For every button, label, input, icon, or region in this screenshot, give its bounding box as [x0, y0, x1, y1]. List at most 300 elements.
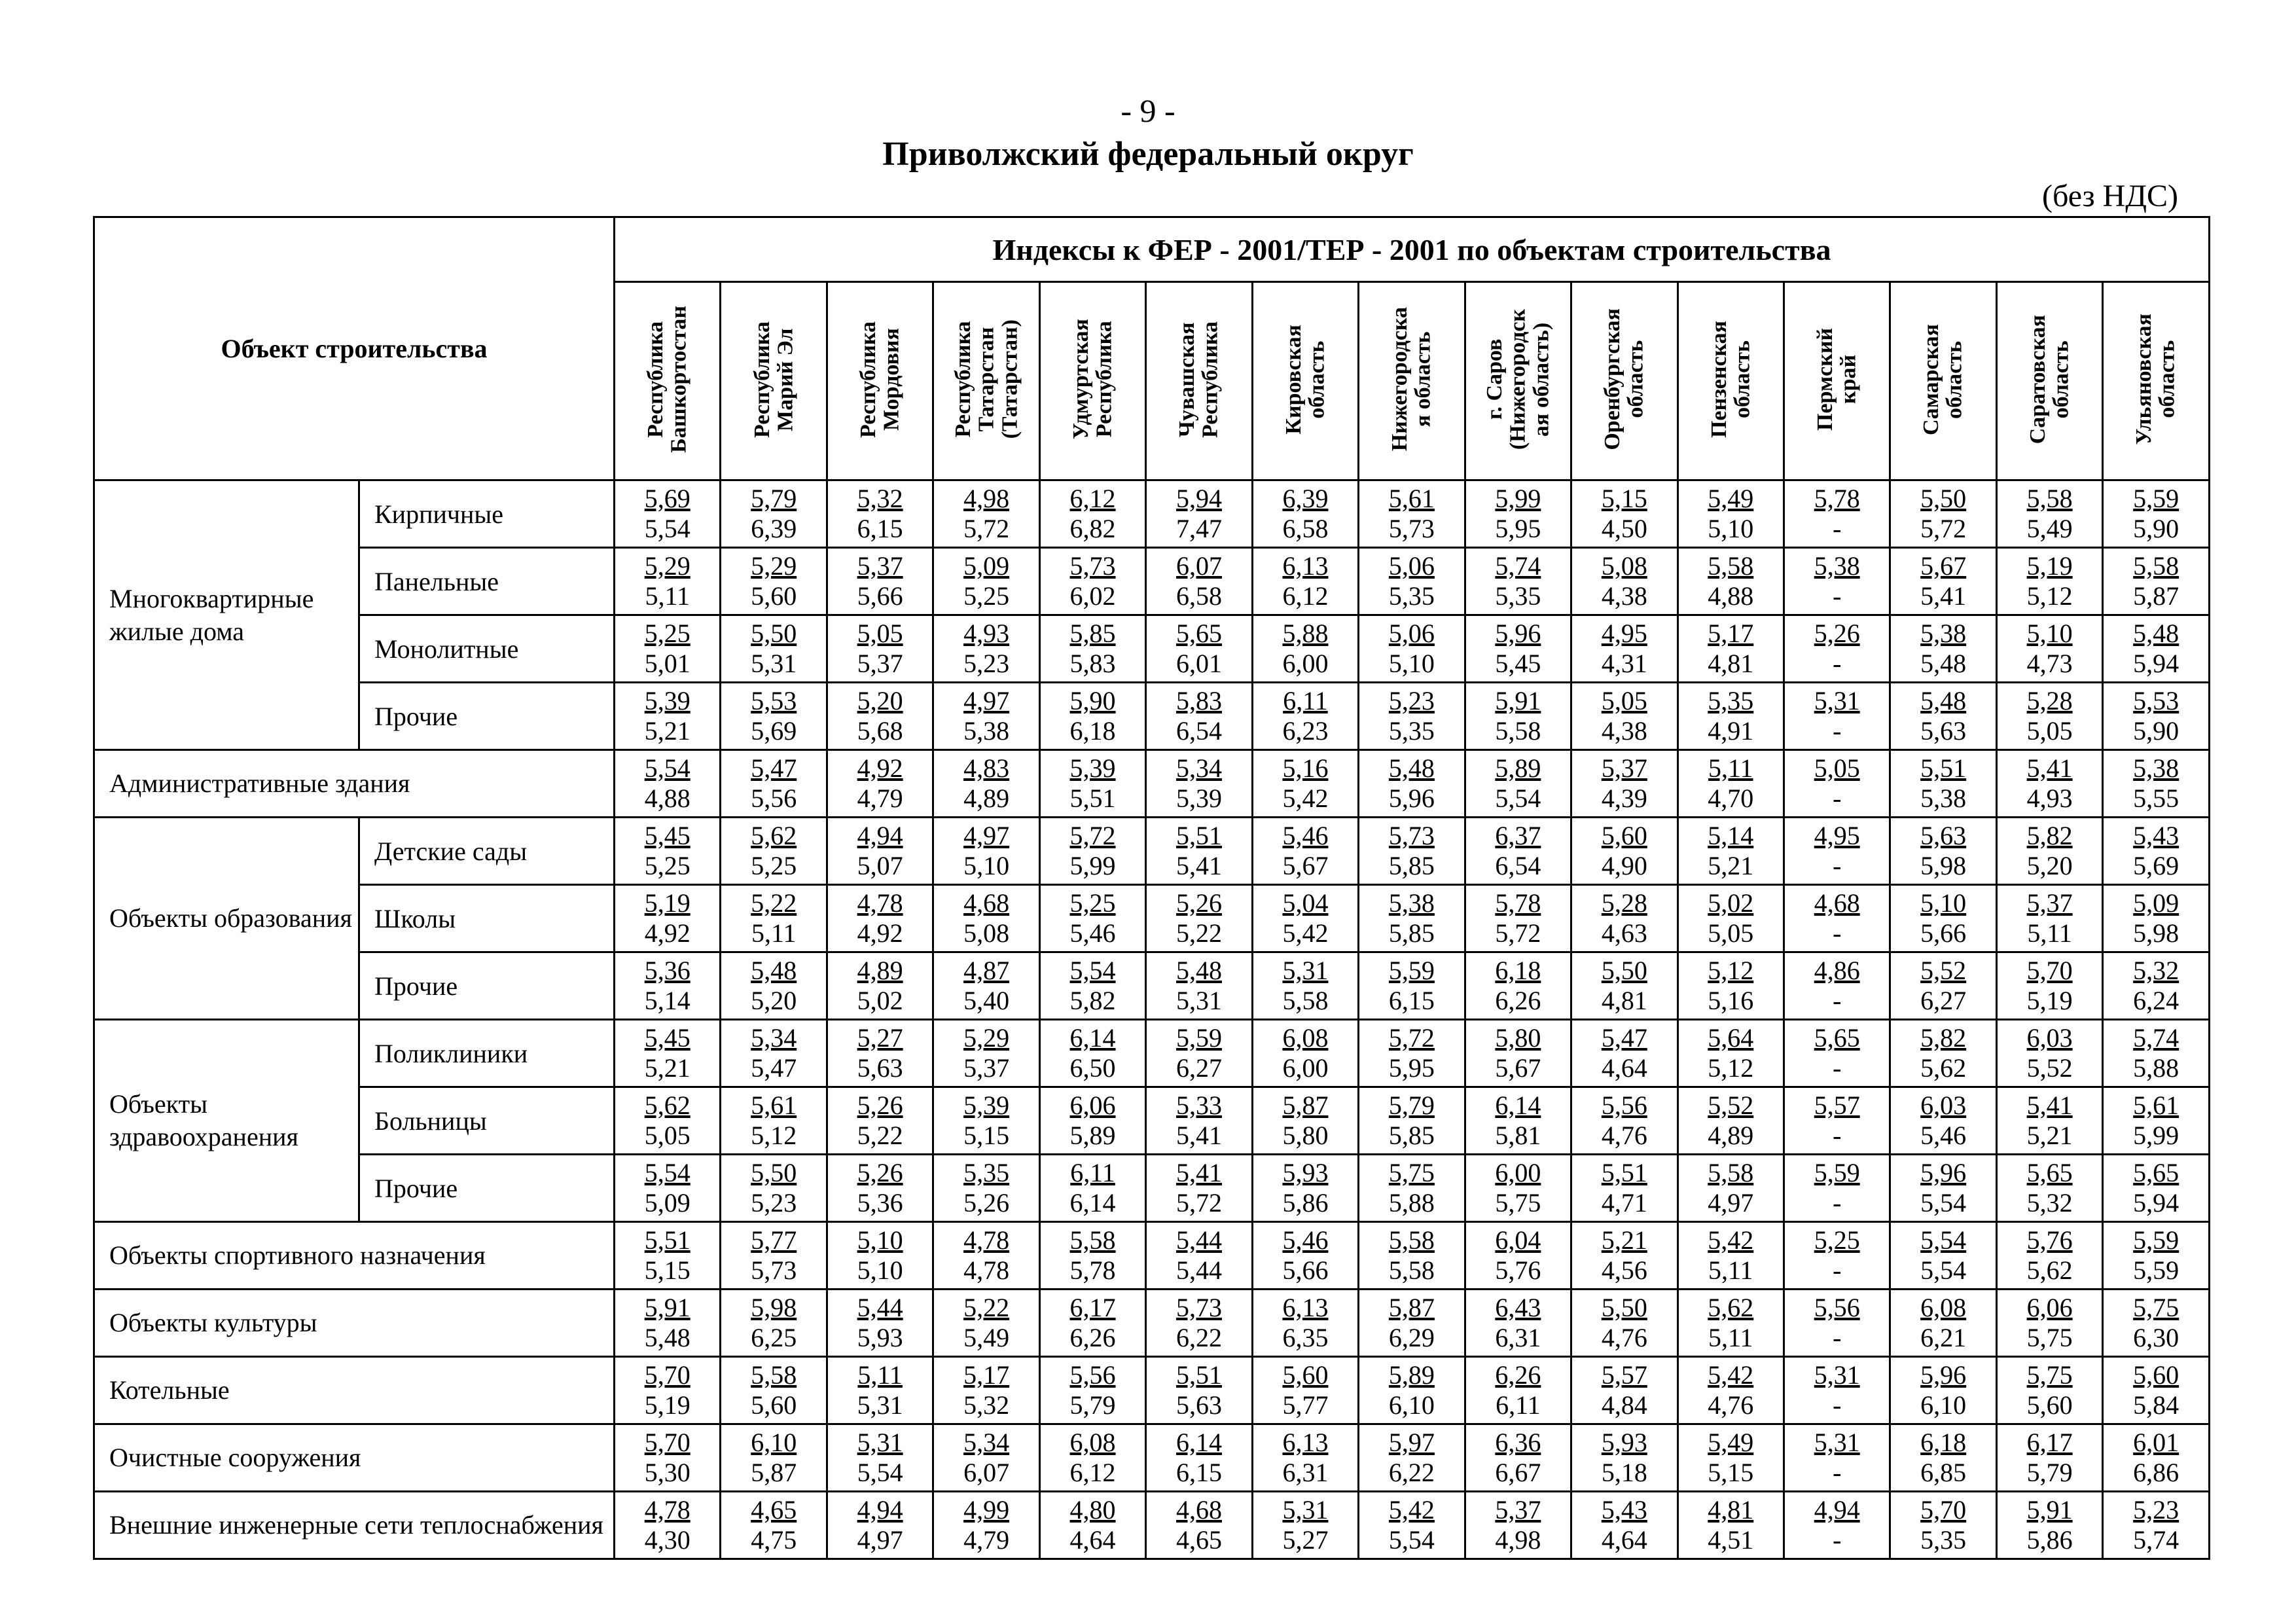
- ter-index-value: 4,38: [1601, 716, 1647, 746]
- fer-index-value: 6,36: [1495, 1428, 1541, 1457]
- ter-index-value: 5,99: [2133, 1121, 2179, 1150]
- fer-index-value: 5,65: [1814, 1023, 1860, 1053]
- value-cell: [2103, 1357, 2210, 1424]
- value-cell: [1359, 1020, 1465, 1087]
- fer-index-value: 5,22: [751, 888, 797, 918]
- value-cell: [615, 683, 721, 750]
- fer-index-value: 6,43: [1495, 1293, 1541, 1322]
- value-cell: [1359, 480, 1465, 548]
- ter-index-value: 4,51: [1708, 1525, 1754, 1555]
- ter-index-value: 5,26: [963, 1188, 1010, 1218]
- fer-index-value: 5,10: [857, 1225, 903, 1255]
- value-cell: [1784, 1290, 1890, 1357]
- value-cell: [1039, 1492, 1145, 1559]
- value-cell: [1252, 952, 1358, 1020]
- value-cell: [721, 952, 827, 1020]
- region-header: [1359, 282, 1465, 480]
- fer-index-value: 4,78: [963, 1225, 1010, 1255]
- value-cell: [1146, 548, 1252, 615]
- fer-index-value: 6,06: [2026, 1293, 2073, 1322]
- category-cell: Объекты здравоохранения: [94, 1020, 359, 1222]
- ter-index-value: 5,19: [2026, 986, 2073, 1015]
- fer-index-value: 5,41: [1176, 1158, 1222, 1187]
- region-header: [1146, 282, 1252, 480]
- value-cell: [1146, 480, 1252, 548]
- value-cell: [1359, 1492, 1465, 1559]
- ter-index-value: 5,95: [1388, 1053, 1435, 1083]
- ter-index-value: 6,27: [1176, 1053, 1222, 1083]
- fer-index-value: 5,48: [2133, 619, 2179, 648]
- ter-index-value: 5,31: [751, 649, 797, 678]
- fer-index-value: 6,26: [1495, 1360, 1541, 1390]
- fer-index-value: 5,64: [1708, 1023, 1754, 1053]
- value-cell: [1146, 683, 1252, 750]
- value-cell: [1784, 1155, 1890, 1222]
- ter-index-value: 4,92: [857, 918, 903, 948]
- region-header-label: Оренбургская область: [1600, 308, 1648, 450]
- fer-index-value: 6,12: [1069, 484, 1116, 513]
- fer-index-value: 5,31: [857, 1428, 903, 1457]
- value-cell: [1039, 818, 1145, 885]
- value-cell: [615, 750, 721, 818]
- fer-index-value: 5,79: [1388, 1091, 1435, 1120]
- fer-index-value: 6,00: [1495, 1158, 1541, 1187]
- fer-index-value: 5,38: [1814, 551, 1860, 581]
- value-cell: [1996, 952, 2102, 1020]
- fer-index-value: 5,05: [1814, 753, 1860, 783]
- ter-index-value: 6,23: [1282, 716, 1329, 746]
- ter-index-value: 4,50: [1601, 514, 1647, 543]
- ter-index-value: 5,42: [1282, 918, 1329, 948]
- region-header-label: Республика Башкортостан: [643, 306, 691, 453]
- fer-index-value: 6,11: [1283, 686, 1328, 715]
- fer-index-value: 5,59: [1388, 956, 1435, 985]
- region-header: [721, 282, 827, 480]
- fer-index-value: 5,31: [1814, 1360, 1860, 1390]
- value-cell: [933, 1357, 1039, 1424]
- value-cell: [1571, 750, 1677, 818]
- value-cell: [1677, 750, 1784, 818]
- indices-header: Индексы к ФЕР - 2001/ТЕР - 2001 по объектам строительства: [615, 217, 2210, 282]
- ter-index-value: 5,45: [1495, 649, 1541, 678]
- value-cell: [1359, 1087, 1465, 1155]
- fer-index-value: 5,63: [1920, 821, 1967, 850]
- fer-index-value: 5,69: [644, 484, 691, 513]
- value-cell: [1252, 480, 1358, 548]
- fer-index-value: 4,95: [1814, 821, 1860, 850]
- fer-index-value: 5,04: [1282, 888, 1329, 918]
- fer-index-value: 5,26: [857, 1091, 903, 1120]
- value-cell: [1252, 818, 1358, 885]
- value-cell: [721, 1290, 827, 1357]
- value-cell: [1784, 683, 1890, 750]
- ter-index-value: 6,14: [1069, 1188, 1116, 1218]
- region-header-label: Пензенская область: [1706, 320, 1755, 439]
- ter-index-value: 5,99: [1069, 851, 1116, 880]
- value-cell: [1039, 1290, 1145, 1357]
- fer-index-value: 6,37: [1495, 821, 1541, 850]
- value-cell: [1252, 1087, 1358, 1155]
- ter-index-value: 5,42: [1282, 784, 1329, 813]
- ter-index-value: 6,10: [1920, 1390, 1967, 1420]
- ter-index-value: 6,85: [1920, 1458, 1967, 1487]
- value-cell: [933, 1155, 1039, 1222]
- fer-index-value: 5,96: [1920, 1360, 1967, 1390]
- value-cell: [1890, 818, 1996, 885]
- fer-index-value: 5,75: [2133, 1293, 2179, 1322]
- value-cell: [1359, 885, 1465, 952]
- fer-index-value: 6,07: [1176, 551, 1222, 581]
- ter-index-value: 5,89: [1069, 1121, 1116, 1150]
- ter-index-value: 5,69: [2133, 851, 2179, 880]
- vat-note: (без НДС): [2041, 179, 2178, 213]
- ter-index-value: 5,84: [2133, 1390, 2179, 1420]
- fer-index-value: 5,06: [1388, 551, 1435, 581]
- fer-index-value: 5,43: [1601, 1495, 1647, 1525]
- region-header: [1677, 282, 1784, 480]
- value-cell: [1571, 952, 1677, 1020]
- ter-index-value: 5,12: [1708, 1053, 1754, 1083]
- fer-index-value: 5,42: [1708, 1225, 1754, 1255]
- fer-index-value: 5,16: [1282, 753, 1329, 783]
- fer-index-value: 5,60: [1282, 1360, 1329, 1390]
- subcategory-cell: Прочие: [359, 683, 615, 750]
- value-cell: [1465, 750, 1571, 818]
- ter-index-value: 4,76: [1601, 1323, 1647, 1352]
- ter-index-value: 5,72: [1920, 514, 1967, 543]
- fer-index-value: 5,10: [2026, 619, 2073, 648]
- value-cell: [1996, 1492, 2102, 1559]
- fer-index-value: 5,06: [1388, 619, 1435, 648]
- region-header-label: Пермский край: [1813, 328, 1861, 431]
- value-cell: [1784, 548, 1890, 615]
- ter-index-value: 6,10: [1388, 1390, 1435, 1420]
- table-row: [94, 615, 2210, 683]
- value-cell: [1571, 1290, 1677, 1357]
- value-cell: [1465, 1020, 1571, 1087]
- ter-index-value: 5,72: [1495, 918, 1541, 948]
- fer-index-value: 5,10: [1920, 888, 1967, 918]
- value-cell: [1996, 548, 2102, 615]
- fer-index-value: 5,19: [2026, 551, 2073, 581]
- value-cell: [1890, 1424, 1996, 1492]
- value-cell: [615, 885, 721, 952]
- value-cell: [1252, 615, 1358, 683]
- ter-index-value: 7,47: [1176, 514, 1222, 543]
- fer-index-value: 5,62: [644, 1091, 691, 1120]
- fer-index-value: 5,50: [751, 1158, 797, 1187]
- ter-index-value: 6,58: [1282, 514, 1329, 543]
- value-cell: [1146, 952, 1252, 1020]
- ter-index-value: 5,11: [1708, 1255, 1753, 1285]
- ter-index-value: 5,88: [2133, 1053, 2179, 1083]
- ter-index-value: 6,18: [1069, 716, 1116, 746]
- fer-index-value: 6,17: [2026, 1428, 2073, 1457]
- table-body: [94, 480, 2210, 1559]
- fer-index-value: 5,17: [1708, 619, 1754, 648]
- fer-index-value: 5,09: [963, 551, 1010, 581]
- fer-index-value: 5,11: [857, 1360, 903, 1390]
- fer-index-value: 5,39: [644, 686, 691, 715]
- fer-index-value: 5,31: [1814, 1428, 1860, 1457]
- ter-index-value: 5,82: [1069, 986, 1116, 1015]
- value-cell: [1146, 750, 1252, 818]
- ter-index-value: 4,89: [963, 784, 1010, 813]
- fer-index-value: 5,19: [644, 888, 691, 918]
- ter-index-value: 4,56: [1601, 1255, 1647, 1285]
- ter-index-value: 5,90: [2133, 716, 2179, 746]
- fer-index-value: 4,86: [1814, 956, 1860, 985]
- ter-index-value: 5,54: [1920, 1188, 1967, 1218]
- region-header-label: Нижегородска я область: [1388, 307, 1435, 452]
- ter-index-value: 4,79: [857, 784, 903, 813]
- value-cell: [2103, 1222, 2210, 1290]
- ter-index-value: 5,21: [1708, 851, 1754, 880]
- value-cell: [933, 1424, 1039, 1492]
- fer-index-value: 5,05: [1601, 686, 1647, 715]
- value-cell: [1359, 952, 1465, 1020]
- ter-index-value: 5,54: [1495, 784, 1541, 813]
- ter-index-value: 5,27: [1282, 1525, 1329, 1555]
- value-cell: [933, 548, 1039, 615]
- ter-index-value: 5,85: [1388, 1121, 1435, 1150]
- value-cell: [721, 480, 827, 548]
- value-cell: [1252, 885, 1358, 952]
- fer-index-value: 5,87: [1282, 1091, 1329, 1120]
- page-title: Приволжский федеральный округ: [882, 135, 1414, 173]
- ter-index-value: 6,31: [1495, 1323, 1541, 1352]
- ter-index-value: 5,96: [1388, 784, 1435, 813]
- fer-index-value: 5,25: [1814, 1225, 1860, 1255]
- ter-index-value: 5,54: [857, 1458, 903, 1487]
- fer-index-value: 5,85: [1069, 619, 1116, 648]
- ter-index-value: 5,73: [751, 1255, 797, 1285]
- value-cell: [721, 1357, 827, 1424]
- fer-index-value: 5,82: [2026, 821, 2073, 850]
- value-cell: [827, 480, 933, 548]
- ter-index-value: 5,46: [1069, 918, 1116, 948]
- fer-index-value: 5,98: [751, 1293, 797, 1322]
- value-cell: [721, 1020, 827, 1087]
- ter-index-value: 6,31: [1282, 1458, 1329, 1487]
- fer-index-value: 5,67: [1920, 551, 1967, 581]
- ter-index-value: 5,23: [751, 1188, 797, 1218]
- value-cell: [1890, 1492, 1996, 1559]
- value-cell: [1146, 1290, 1252, 1357]
- value-cell: [1146, 1357, 1252, 1424]
- ter-index-value: 5,94: [2133, 1188, 2179, 1218]
- value-cell: [1359, 1222, 1465, 1290]
- fer-index-value: 5,70: [644, 1428, 691, 1457]
- value-cell: [2103, 818, 2210, 885]
- region-header-label: Удмуртская Республика: [1068, 319, 1117, 440]
- region-header: [933, 282, 1039, 480]
- value-cell: [1996, 1357, 2102, 1424]
- fer-index-value: 5,57: [1814, 1091, 1860, 1120]
- value-cell: [1146, 1087, 1252, 1155]
- ter-index-value: 4,88: [644, 784, 691, 813]
- fer-index-value: 5,58: [1708, 1158, 1754, 1187]
- fer-index-value: 6,39: [1282, 484, 1329, 513]
- region-header: [1890, 282, 1996, 480]
- fer-index-value: 5,38: [1920, 619, 1967, 648]
- ter-index-value: 4,93: [2026, 784, 2073, 813]
- fer-index-value: 5,34: [963, 1428, 1010, 1457]
- ter-index-value: 4,88: [1708, 581, 1754, 611]
- value-cell: [1359, 1357, 1465, 1424]
- fer-index-value: 5,62: [1708, 1293, 1754, 1322]
- value-cell: [1571, 1155, 1677, 1222]
- fer-index-value: 4,94: [857, 1495, 903, 1525]
- value-cell: [1252, 1492, 1358, 1559]
- ter-index-value: 5,07: [857, 851, 903, 880]
- subcategory-cell: Монолитные: [359, 615, 615, 683]
- value-cell: [1784, 818, 1890, 885]
- fer-index-value: 5,25: [644, 619, 691, 648]
- fer-index-value: 5,09: [2133, 888, 2179, 918]
- region-header-label: Республика Марий Эл: [749, 321, 798, 438]
- fer-index-value: 5,58: [1708, 551, 1754, 581]
- value-cell: [721, 885, 827, 952]
- fer-index-value: 6,14: [1069, 1023, 1116, 1053]
- ter-index-value: 5,41: [1176, 1121, 1222, 1150]
- fer-index-value: 5,32: [2133, 956, 2179, 985]
- subcategory-cell: Кирпичные: [359, 480, 615, 548]
- fer-index-value: 5,70: [644, 1360, 691, 1390]
- ter-index-value: 5,25: [751, 851, 797, 880]
- value-cell: [615, 1020, 721, 1087]
- value-cell: [721, 683, 827, 750]
- ter-index-value: 6,54: [1495, 851, 1541, 880]
- fer-index-value: 5,51: [1176, 821, 1222, 850]
- value-cell: [827, 1087, 933, 1155]
- fer-index-value: 5,97: [1388, 1428, 1435, 1457]
- value-cell: [1252, 1020, 1358, 1087]
- fer-index-value: 6,13: [1282, 1428, 1329, 1457]
- ter-index-value: 5,38: [963, 716, 1010, 746]
- fer-index-value: 5,26: [1814, 619, 1860, 648]
- value-cell: [2103, 885, 2210, 952]
- value-cell: [1146, 885, 1252, 952]
- value-cell: [1996, 480, 2102, 548]
- value-cell: [1996, 615, 2102, 683]
- value-cell: [2103, 1087, 2210, 1155]
- region-header: [1784, 282, 1890, 480]
- fer-index-value: 5,89: [1495, 753, 1541, 783]
- ter-index-value: 5,14: [644, 986, 691, 1015]
- value-cell: [1039, 1222, 1145, 1290]
- value-cell: [1252, 1357, 1358, 1424]
- region-header: [615, 282, 721, 480]
- ter-index-value: -: [1833, 1053, 1842, 1083]
- category-cell: Внешние инженерные сети теплоснабжения: [94, 1492, 615, 1559]
- fer-index-value: 5,60: [2133, 1360, 2179, 1390]
- ter-index-value: 6,15: [857, 514, 903, 543]
- fer-index-value: 5,37: [1601, 753, 1647, 783]
- value-cell: [1890, 615, 1996, 683]
- value-cell: [1252, 683, 1358, 750]
- value-cell: [1784, 480, 1890, 548]
- ter-index-value: 5,51: [1069, 784, 1116, 813]
- fer-index-value: 4,89: [857, 956, 903, 985]
- ter-index-value: 4,31: [1601, 649, 1647, 678]
- ter-index-value: 5,40: [963, 986, 1010, 1015]
- value-cell: [721, 1492, 827, 1559]
- table-row: [94, 1492, 2210, 1559]
- region-header: [1039, 282, 1145, 480]
- category-cell: Котельные: [94, 1357, 615, 1424]
- fer-index-value: 5,58: [751, 1360, 797, 1390]
- fer-index-value: 5,56: [1814, 1293, 1860, 1322]
- fer-index-value: 5,79: [751, 484, 797, 513]
- value-cell: [1571, 1424, 1677, 1492]
- value-cell: [1677, 683, 1784, 750]
- fer-index-value: 5,61: [2133, 1091, 2179, 1120]
- fer-index-value: 5,42: [1388, 1495, 1435, 1525]
- ter-index-value: 6,24: [2133, 986, 2179, 1015]
- fer-index-value: 5,47: [751, 753, 797, 783]
- region-header: [2103, 282, 2210, 480]
- ter-index-value: 5,11: [1708, 1323, 1753, 1352]
- fer-index-value: 5,02: [1708, 888, 1754, 918]
- ter-index-value: 4,89: [1708, 1121, 1754, 1150]
- fer-index-value: 5,29: [751, 551, 797, 581]
- value-cell: [615, 480, 721, 548]
- region-header: [1252, 282, 1358, 480]
- value-cell: [1571, 885, 1677, 952]
- value-cell: [1146, 818, 1252, 885]
- value-cell: [827, 1020, 933, 1087]
- object-header: Объект строительства: [94, 217, 615, 480]
- value-cell: [1252, 548, 1358, 615]
- fer-index-value: 5,56: [1601, 1091, 1647, 1120]
- value-cell: [1784, 750, 1890, 818]
- ter-index-value: 5,98: [2133, 918, 2179, 948]
- ter-index-value: 5,63: [1920, 716, 1967, 746]
- value-cell: [827, 750, 933, 818]
- value-cell: [1784, 1357, 1890, 1424]
- ter-index-value: 5,81: [1495, 1121, 1541, 1150]
- subcategory-cell: Поликлиники: [359, 1020, 615, 1087]
- value-cell: [827, 1424, 933, 1492]
- ter-index-value: 5,05: [1708, 918, 1754, 948]
- value-cell: [1571, 1020, 1677, 1087]
- ter-index-value: 5,10: [1708, 514, 1754, 543]
- fer-index-value: 5,50: [751, 619, 797, 648]
- ter-index-value: 5,93: [857, 1323, 903, 1352]
- fer-index-value: 5,58: [2026, 484, 2073, 513]
- ter-index-value: 4,97: [857, 1525, 903, 1555]
- fer-index-value: 5,59: [2133, 1225, 2179, 1255]
- fer-index-value: 5,54: [1069, 956, 1116, 985]
- value-cell: [2103, 1424, 2210, 1492]
- value-cell: [2103, 1492, 2210, 1559]
- value-cell: [1890, 1222, 1996, 1290]
- value-cell: [1677, 1424, 1784, 1492]
- ter-index-value: 5,58: [1388, 1255, 1435, 1285]
- fer-index-value: 5,50: [1601, 1293, 1647, 1322]
- fer-index-value: 5,91: [1495, 686, 1541, 715]
- fer-index-value: 5,48: [751, 956, 797, 985]
- value-cell: [1465, 952, 1571, 1020]
- index-table: [93, 216, 2210, 1560]
- subcategory-cell: Прочие: [359, 952, 615, 1020]
- fer-index-value: 5,54: [644, 1158, 691, 1187]
- fer-index-value: 6,17: [1069, 1293, 1116, 1322]
- fer-index-value: 5,75: [2026, 1360, 2073, 1390]
- fer-index-value: 5,59: [1814, 1158, 1860, 1187]
- fer-index-value: 5,48: [1920, 686, 1967, 715]
